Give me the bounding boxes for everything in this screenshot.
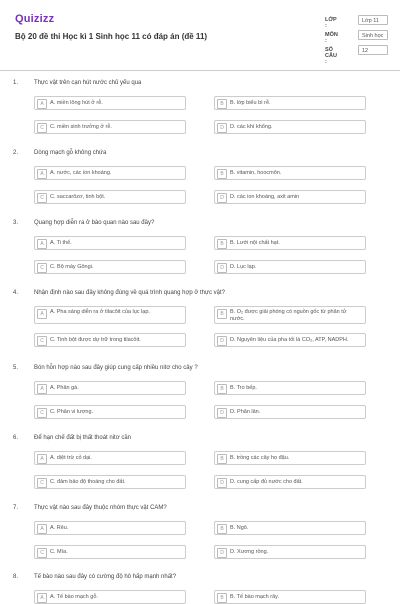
option-letter: A	[37, 239, 47, 249]
meta-subject-label: MÔN :	[325, 32, 338, 44]
quizizz-logo: Quizizz	[15, 13, 55, 25]
option-text: B. O₂ được giải phóng có nguồn gốc từ phân tử nước.	[230, 309, 347, 322]
question-number: 5.	[13, 365, 19, 371]
option-text: C. miền sinh trưởng ở rễ.	[50, 124, 112, 130]
question-text: Thực vật nào sau đây thuộc nhóm thực vật CAM?	[34, 505, 167, 511]
option-c[interactable]	[34, 333, 186, 347]
option-text: C. saccarôzơ, tinh bột.	[50, 194, 106, 200]
option-text: C. Tinh bột được dự trữ trong tilacôit.	[50, 337, 141, 343]
option-a[interactable]	[34, 166, 186, 180]
option-letter: C	[37, 263, 47, 273]
question-text: Thực vật trên cạn hút nước chủ yếu qua	[34, 80, 142, 86]
option-a[interactable]	[34, 236, 186, 250]
option-text: B. Tro bếp.	[230, 385, 257, 391]
option-letter: B	[217, 524, 227, 534]
option-b[interactable]	[214, 521, 366, 535]
meta-grade-label: LỚP :	[325, 17, 337, 29]
option-letter: B	[217, 309, 227, 319]
option-text: D. Phân lân.	[230, 409, 261, 415]
option-b[interactable]	[214, 381, 366, 395]
option-text: D. các ion khoáng, axit amin	[230, 194, 300, 200]
option-letter: C	[37, 123, 47, 133]
option-letter: B	[217, 169, 227, 179]
question-text: Để hạn chế đất bị thất thoát nitơ cần	[34, 435, 131, 441]
option-letter: D	[217, 478, 227, 488]
question-number: 3.	[13, 220, 19, 226]
option-text: D. Nguyên liệu của pha tối là CO₂, ATP, NADPH.	[230, 337, 349, 343]
option-b[interactable]	[214, 166, 366, 180]
option-a[interactable]	[34, 451, 186, 465]
option-d[interactable]	[214, 475, 366, 489]
option-letter: A	[37, 384, 47, 394]
option-text: D. Xương rồng.	[230, 549, 269, 555]
option-letter: B	[217, 99, 227, 109]
option-text: C. đảm bảo độ thoáng cho đất.	[50, 479, 126, 485]
option-letter: D	[217, 123, 227, 133]
option-letter: C	[37, 408, 47, 418]
question-text: Tế bào nào sau đây có cường độ hô hấp mạnh nhất?	[34, 574, 177, 580]
question-number: 4.	[13, 290, 19, 296]
option-text: D. các khí khổng.	[230, 124, 273, 130]
question-text: Nhận định nào sau đây không đúng về quá trình quang hợp ở thực vật?	[34, 290, 226, 296]
question-number: 8.	[13, 574, 19, 580]
option-text: A. miền lông hút ở rễ.	[50, 100, 103, 106]
option-a[interactable]	[34, 381, 186, 395]
option-d[interactable]	[214, 333, 366, 347]
option-letter: A	[37, 99, 47, 109]
option-letter: C	[37, 193, 47, 203]
option-letter: A	[37, 593, 47, 603]
option-text: D. cung cấp đủ nước cho đất.	[230, 479, 303, 485]
option-b[interactable]	[214, 236, 366, 250]
option-a[interactable]	[34, 590, 186, 604]
option-letter: D	[217, 548, 227, 558]
option-text: B. vitamin, hoocmôn.	[230, 170, 282, 176]
option-text: A. Phân gà.	[50, 385, 79, 391]
meta-count-label: SỐ CÂU :	[325, 47, 337, 65]
question-text: Bón hỗn hợp nào sau đây giúp cung cấp nhiều nitơ cho cây ?	[34, 365, 198, 371]
option-text: A. nước, các ion khoáng.	[50, 170, 112, 176]
option-text: A. Tế bào mạch gỗ.	[50, 594, 98, 600]
option-a[interactable]	[34, 306, 186, 324]
question-number: 7.	[13, 505, 19, 511]
option-text: A. diệt trừ cỏ dại.	[50, 455, 92, 461]
meta-subject-value: Sinh học	[358, 30, 388, 40]
question-text: Dòng mạch gỗ không chứa	[34, 150, 107, 156]
option-c[interactable]	[34, 260, 186, 274]
option-letter: D	[217, 408, 227, 418]
option-letter: B	[217, 454, 227, 464]
option-text: C. Mía.	[50, 549, 68, 555]
question-number: 1.	[13, 80, 19, 86]
question-number: 6.	[13, 435, 19, 441]
option-d[interactable]	[214, 545, 366, 559]
option-c[interactable]	[34, 405, 186, 419]
option-b[interactable]	[214, 590, 366, 604]
option-text: C. Phân vi lượng.	[50, 409, 94, 415]
option-letter: D	[217, 263, 227, 273]
option-text: B. Tế bào mạch rây.	[230, 594, 280, 600]
option-d[interactable]	[214, 405, 366, 419]
option-letter: B	[217, 239, 227, 249]
meta-grade-value: Lớp 11	[358, 15, 388, 25]
option-c[interactable]	[34, 190, 186, 204]
option-letter: A	[37, 524, 47, 534]
question-number: 2.	[13, 150, 19, 156]
option-letter: A	[37, 309, 47, 319]
option-text: B. Lưới nội chất hạt.	[230, 240, 280, 246]
option-text: C. Bộ máy Gôngi.	[50, 264, 94, 270]
option-c[interactable]	[34, 545, 186, 559]
option-a[interactable]	[34, 96, 186, 110]
option-c[interactable]	[34, 475, 186, 489]
option-letter: B	[217, 384, 227, 394]
option-letter: C	[37, 336, 47, 346]
meta-count-value: 12	[358, 45, 388, 55]
option-d[interactable]	[214, 260, 366, 274]
option-b[interactable]	[214, 306, 366, 324]
option-letter: A	[37, 169, 47, 179]
option-text: B. lớp biểu bì rễ.	[230, 100, 271, 106]
option-letter: C	[37, 478, 47, 488]
option-d[interactable]	[214, 120, 366, 134]
header-divider	[0, 70, 400, 71]
option-letter: D	[217, 193, 227, 203]
option-text: D. Lục lạp.	[230, 264, 257, 270]
option-text: B. Ngô.	[230, 525, 249, 531]
option-letter: D	[217, 336, 227, 346]
option-letter: C	[37, 548, 47, 558]
option-letter: A	[37, 454, 47, 464]
option-b[interactable]	[214, 96, 366, 110]
document-header	[0, 0, 400, 65]
option-c[interactable]	[34, 120, 186, 134]
document-title: Bộ 20 đề thi Học kì 1 Sinh học 11 có đáp án (đề 11)	[15, 32, 208, 41]
option-a[interactable]	[34, 521, 186, 535]
option-d[interactable]	[214, 190, 366, 204]
option-text: A. Ti thể.	[50, 240, 72, 246]
option-text: B. trồng các cây họ đậu.	[230, 455, 290, 461]
question-text: Quang hợp diễn ra ở bào quan nào sau đây?	[34, 220, 155, 226]
option-text: A. Rêu.	[50, 525, 69, 531]
option-text: A. Pha sáng diễn ra ở tilacôit của lục lạp.	[50, 309, 150, 315]
option-letter: B	[217, 593, 227, 603]
option-b[interactable]	[214, 451, 366, 465]
